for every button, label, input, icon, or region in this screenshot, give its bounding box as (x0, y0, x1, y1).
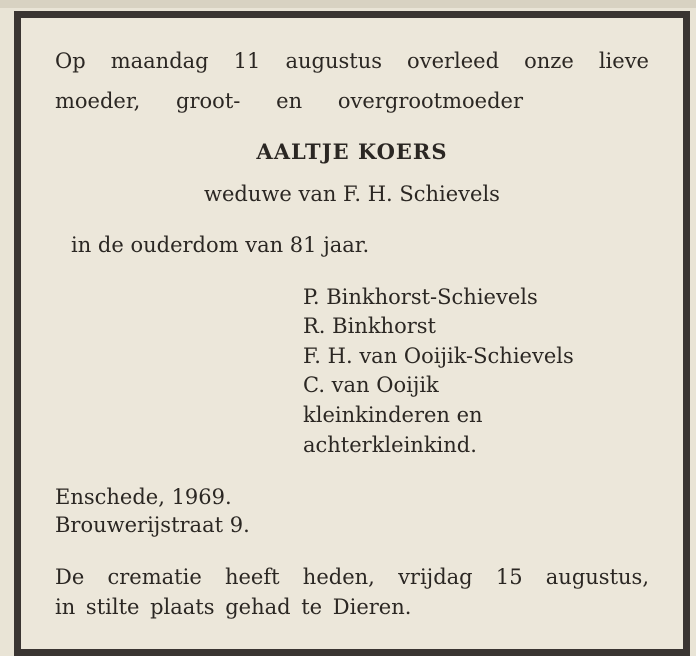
newspaper-strip (0, 0, 696, 8)
death-notice-frame (14, 11, 690, 656)
family-member: R. Binkhorst (303, 314, 436, 338)
intro-line-2: moeder, groot- en overgrootmoeder (55, 89, 523, 113)
age-line: in de ouderdom van 81 jaar. (71, 233, 370, 257)
intro-line-1: Op maandag 11 augustus overleed onze lieve (55, 49, 649, 73)
family-member: kleinkinderen en (303, 403, 483, 427)
family-member: C. van Ooijik (303, 373, 439, 397)
cremation-line-1: De crematie heeft heden, vrijdag 15 augustus, (55, 565, 649, 589)
family-member: achterkleinkind. (303, 433, 477, 457)
address: Brouwerijstraat 9. (55, 513, 250, 537)
cremation-line-2: in stilte plaats gehad te Dieren. (55, 595, 412, 619)
widow-of-line: weduwe van F. H. Schievels (204, 182, 500, 206)
place-date: Enschede, 1969. (55, 485, 232, 509)
deceased-name: AALTJE KOERS (256, 139, 448, 164)
family-member: P. Binkhorst-Schievels (303, 285, 538, 309)
family-member: F. H. van Ooijik-Schievels (303, 344, 574, 368)
